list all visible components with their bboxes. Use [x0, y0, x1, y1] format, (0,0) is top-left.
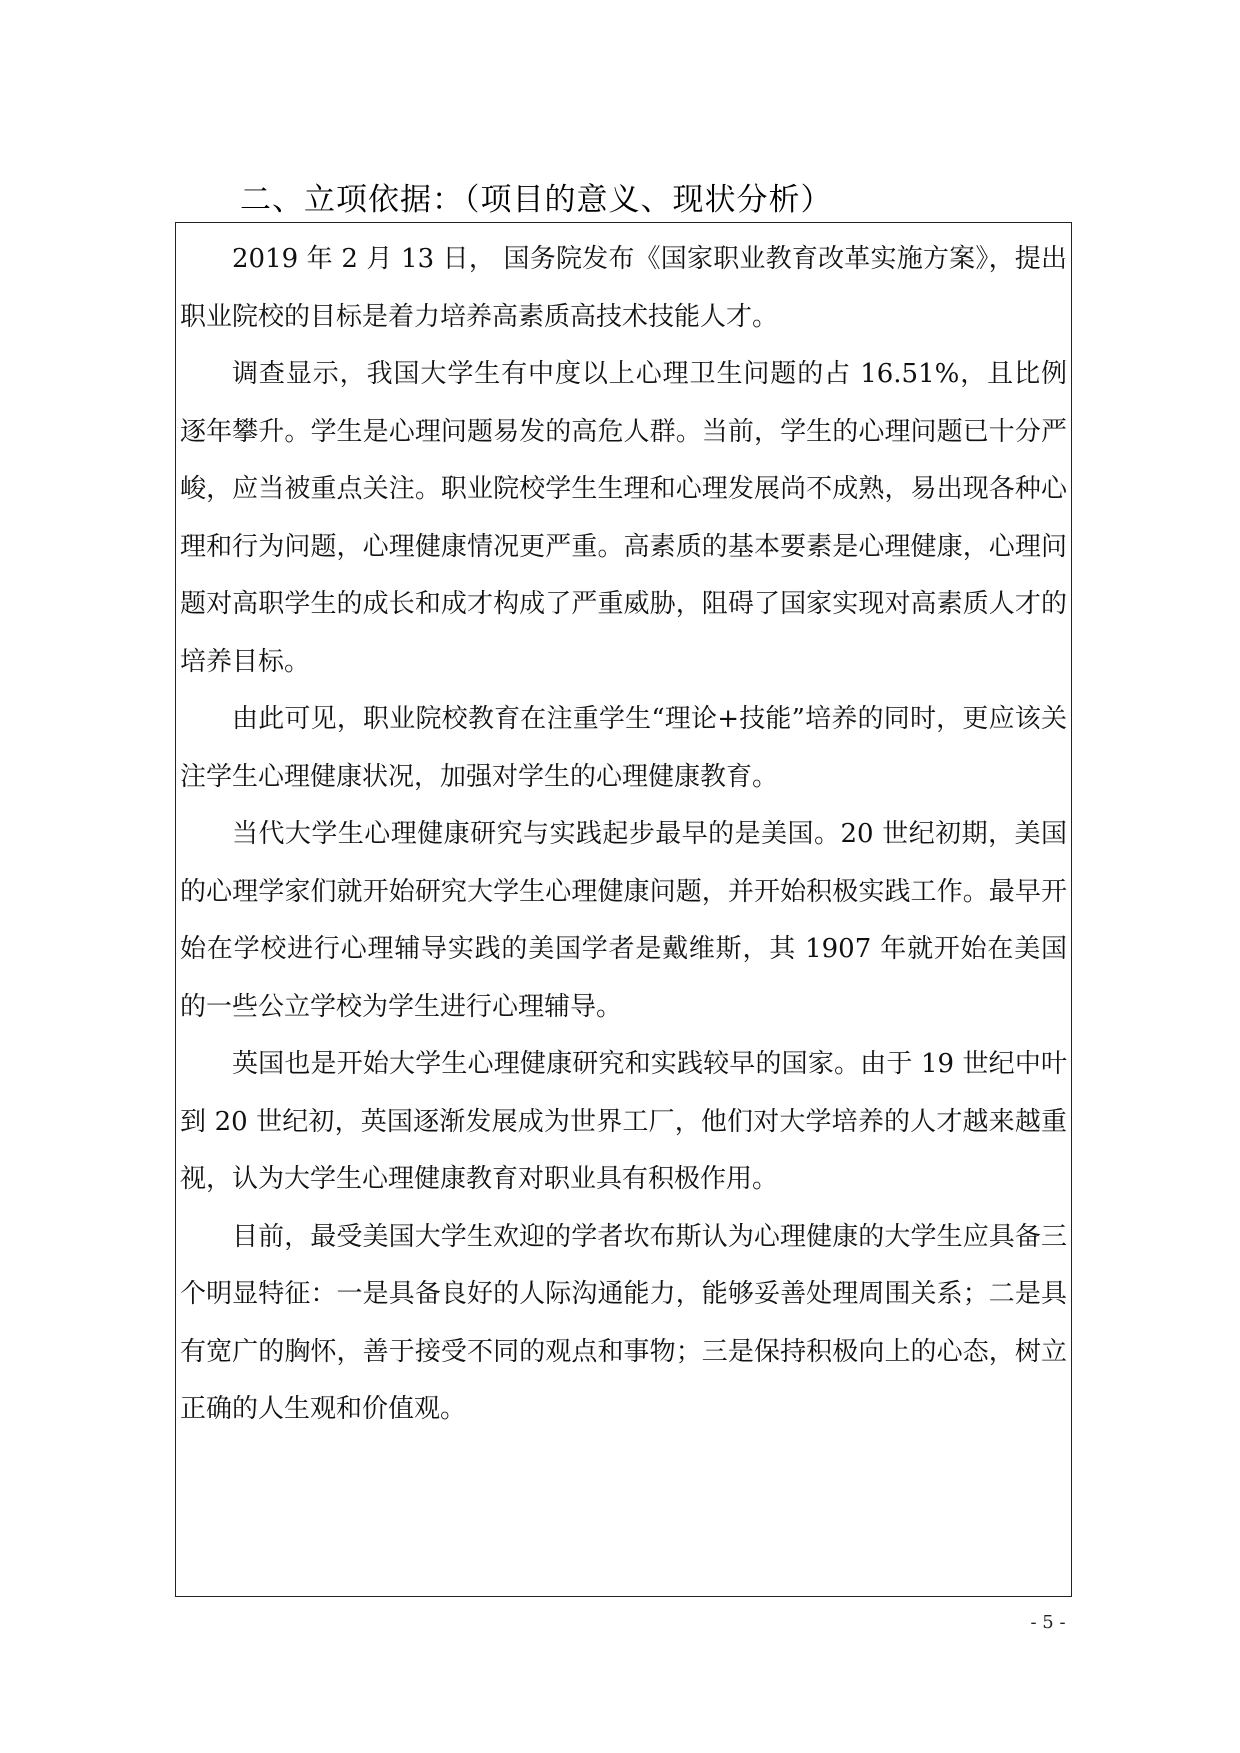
section-heading: 二、立项依据：（项目的意义、现状分析）: [240, 182, 833, 218]
paragraph-uk: 英国也是开始大学生心理健康研究和实践较早的国家。由于 19 世纪中叶到 20 世纪初，英国逐渐发展成为世界工厂，他们对大学培养的人才越来越重视，认为大学生心理健康教育对职业具有积极作用。: [180, 1049, 1067, 1194]
paragraph-policy: 2019 年 2 月 13 日， 国务院发布《国家职业教育改革实施方案》，提出职业院校的目标是着力培养高素质高技术技能人才。: [180, 244, 1067, 332]
paragraph-survey: 调查显示，我国大学生有中度以上心理卫生问题的占 16.51%，且比例逐年攀升。学生是心理问题易发的高危人群。当前，学生的心理问题已十分严峻，应当被重点关注。职业院校学生生理和心理发展尚不成熟，易出现各种心理和行为问题，心理健康情况更严重。高素质的基本要素是心理健康，心理问题对高职学生的成长和成才构成了严重威胁，阻碍了国家实现对高素质人才的培养目标。: [180, 359, 1067, 677]
page-number: - 5 -: [1030, 1612, 1066, 1633]
paragraph-usa: 当代大学生心理健康研究与实践起步最早的是美国。20 世纪初期，美国的心理学家们就开始研究大学生心理健康问题，并开始积极实践工作。最早开始在学校进行心理辅导实践的美国学者是戴维斯，其 1907 年就开始在美国的一些公立学校为学生进行心理辅导。: [180, 819, 1067, 1022]
paragraph-conclusion: 由此可见，职业院校教育在注重学生“理论+技能”培养的同时，更应该关注学生心理健康状况，加强对学生的心理健康教育。: [180, 704, 1067, 792]
content-box: [175, 222, 1072, 1597]
paragraph-combs: 目前，最受美国大学生欢迎的学者坎布斯认为心理健康的大学生应具备三个明显特征：一是具备良好的人际沟通能力，能够妥善处理周围关系；二是具有宽广的胸怀，善于接受不同的观点和事物；三是保持积极向上的心态，树立正确的人生观和价值观。: [180, 1221, 1067, 1424]
